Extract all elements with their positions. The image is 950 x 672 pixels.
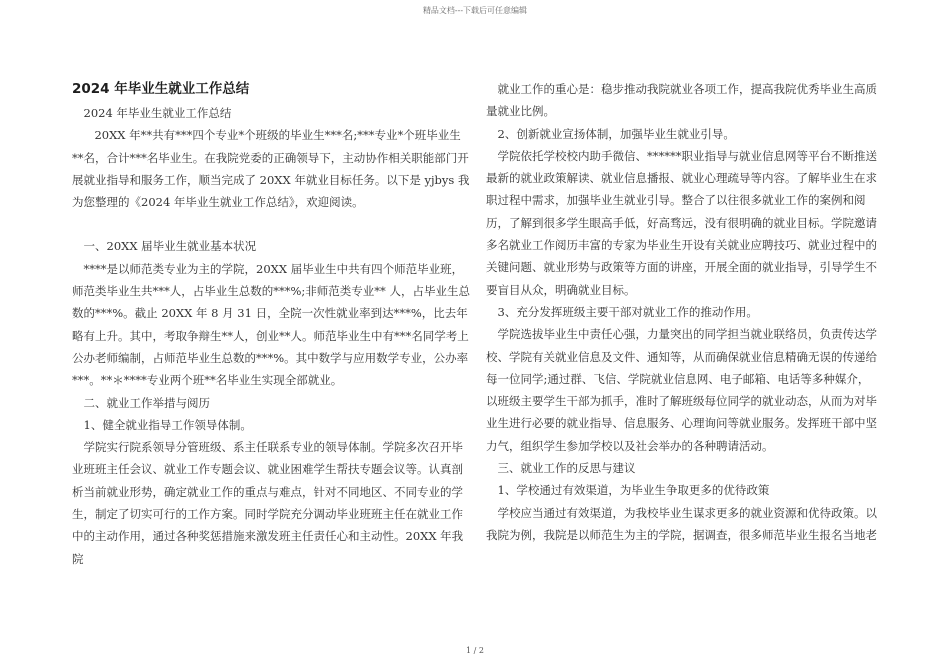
page-number: 1 / 2 xyxy=(466,646,484,655)
paragraph: 1、健全就业指导工作领导体制。 xyxy=(83,417,252,432)
paragraph: 20XX 年**共有***四个专业*个班级的毕业生***名;***专业*个班毕业生**名，合计***名毕业生。在我院党委的正确领导下，主动协作相关职能部门开展就业指导和服务工作，顺当完成了 20XX 年就业目标任务。以下是 yjbys 我为您整理的《2024 年毕业生就业工作总结》，欢迎阅读。 xyxy=(72,128,470,210)
paragraph: 学院实行院系领导分管班级、系主任联系专业的领导体制。学院多次召开毕业班班主任会议、就业工作专题会议、就业困难学生帮扶专题会议等。认真剖析当前就业形势，确定就业工作的重点与难点，针对不同地区、不同专业的学生，制定了切实可行的工作方案。同时学院充分调动毕业班班主任在就业工作中的主动作用，通过各种奖惩措施来激发班主任责任心和主动性。20XX 年我院 xyxy=(72,440,464,566)
paragraph: 1、学校通过有效渠道，为毕业生争取更多的优待政策 xyxy=(497,483,770,498)
paragraph: 2、创新就业宣扬体制，加强毕业生就业引导。 xyxy=(497,126,735,141)
document-title: 2024 年毕业生就业工作总结 xyxy=(72,81,250,97)
paragraph-spacer xyxy=(72,213,472,235)
paragraph: 三、就业工作的反思与建议 xyxy=(497,461,636,476)
left-column xyxy=(72,78,472,570)
paragraph: 3、充分发挥班级主要干部对就业工作的推动作用。 xyxy=(497,304,758,319)
paragraph: ****是以师范类专业为主的学院，20XX 届毕业生中共有四个师范毕业班，师范类毕业生共***人，占毕业生总数的***%;非师范类专业** 人，占毕业生总数的***%。截止 20XX 年 8 月 31 日，全院一次性就业率到达***%，比去年略有上升。其中，考取争辩生**人，创业**人。师范毕业生中有***名同学考上公办老师编制，占师范毕业生总数的***%。其中数学与应用数学专业，公办率***。**＊****专业两个班**名毕业生实现全部就业。 xyxy=(72,261,470,388)
right-column xyxy=(486,78,878,546)
page-header: 精品文档---下载后可任意编辑 xyxy=(422,6,528,15)
paragraph: 学院选拔毕业生中责任心强，力量突出的同学担当就业联络员，负责传达学校、学院有关就业信息及文件、通知等，从而确保就业信息精确无误的传递给每一位同学;通过群、飞信、学院就业信息网、电子邮箱、电话等多种媒介，以班级主要学生干部为抓手，准时了解班级每位同学的就业动态，从而为对毕业生进行必要的就业指导、信息服务、心理询问等就业服务。发挥班干部中坚力气，组织学生参加学校以及社会举办的各种聘请活动。 xyxy=(486,327,877,453)
paragraph: 就业工作的重心是：稳步推动我院就业各项工作，提高我院优秀毕业生高质量就业比例。 xyxy=(486,82,877,119)
paragraph: 2024 年毕业生就业工作总结 xyxy=(83,106,232,120)
paragraph: 二、就业工作举措与阅历 xyxy=(83,395,210,410)
paragraph: 学院依托学校校内助手微信、******职业指导与就业信息网等平台不断推送最新的就业政策解读、就业信息播报、就业心理疏导等内容。了解毕业生在求职过程中需求，加强毕业生就业引导。整合了以往很多就业工作的案例和阅历，了解到很多学生眼高手低，好高骛远，没有很明确的就业目标。学院邀请多名就业工作阅历丰富的专家为毕业生开设有关就业应聘技巧、就业过程中的关键问题、就业形势与政策等方面的讲座，开展全面的就业指导，引导学生不要盲目从众，明确就业目标。 xyxy=(486,148,877,297)
paragraph: 学校应当通过有效渠道，为我校毕业生谋求更多的就业资源和优待政策。以我院为例，我院是以师范生为主的学院，据调查，很多师范毕业生报名当地老 xyxy=(486,505,877,542)
paragraph: 一、20XX 届毕业生就业基本状况 xyxy=(83,239,257,254)
